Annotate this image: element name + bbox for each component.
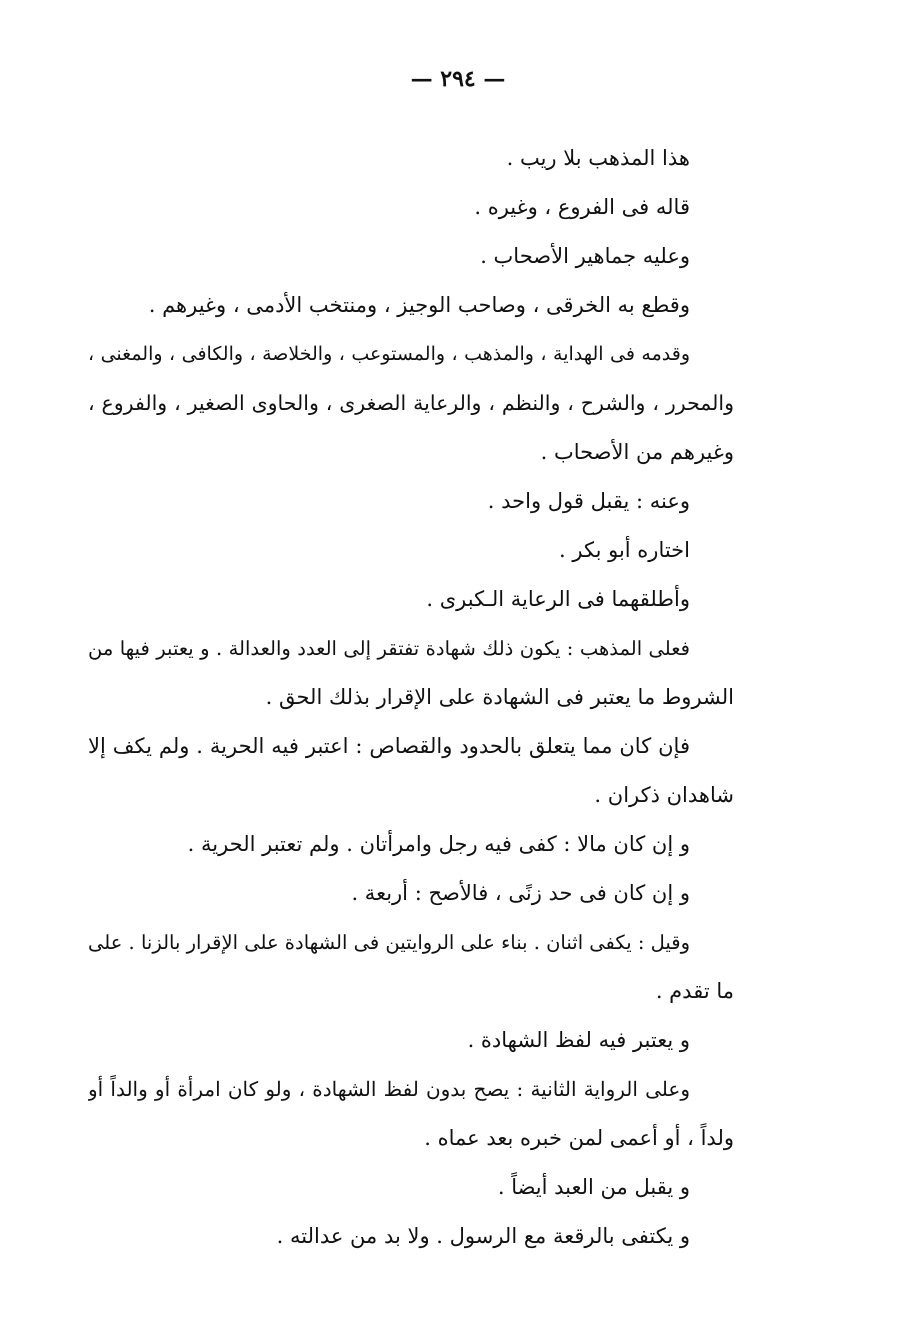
text-line: فعلى المذهب : يكون ذلك شهادة تفتقر إلى العدد والعدالة . و يعتبر فيها من (88, 637, 690, 660)
text-line: قاله فى الفروع ، وغيره . (474, 195, 690, 219)
text-line: وعلى الرواية الثانية : يصح بدون لفظ الشهادة ، ولو كان امرأة أو والداً أو (88, 1077, 690, 1101)
page-number: — ٢٩٤ — (410, 66, 506, 92)
text-line: و إن كان مالا : كفى فيه رجل وامرأتان . ولم تعتبر الحرية . (187, 832, 690, 856)
text-line: اختاره أبو بكر . (559, 538, 690, 562)
text-line: و يكتفى بالرقعة مع الرسول . ولا بد من عدالته . (276, 1224, 690, 1248)
text-line: وغيرهم من الأصحاب . (540, 440, 734, 464)
text-line: وعنه : يقبل قول واحد . (487, 489, 690, 513)
text-line: وعليه جماهير الأصحاب . (480, 244, 690, 268)
text-line: ما تقدم . (655, 979, 734, 1003)
text-line: وقيل : يكفى اثنان . بناء على الروايتين فى الشهادة على الإقرار بالزنا . على (88, 931, 690, 954)
text-line: وأطلقهما فى الرعاية الـكبرى . (426, 587, 690, 611)
text-line: والمحرر ، والشرح ، والنظم ، والرعاية الصغرى ، والحاوى الصغير ، والفروع ، (88, 391, 734, 415)
text-line: و يقبل من العبد أيضاً . (497, 1175, 690, 1199)
text-line: ولداً ، أو أعمى لمن خبره بعد عماه . (424, 1126, 734, 1150)
text-line: و إن كان فى حد زنًى ، فالأصح : أربعة . (351, 881, 690, 905)
text-line: وقطع به الخرقى ، وصاحب الوجيز ، ومنتخب الأدمى ، وغيرهم . (148, 293, 690, 317)
text-line: و يعتبر فيه لفظ الشهادة . (467, 1028, 690, 1052)
body-text (88, 134, 734, 1261)
text-line: الشروط ما يعتبر فى الشهادة على الإقرار بذلك الحق . (265, 685, 734, 709)
text-line: وقدمه فى الهداية ، والمذهب ، والمستوعب ، والخلاصة ، والكافى ، والمغنى ، (88, 343, 690, 365)
text-line: فإن كان مما يتعلق بالحدود والقصاص : اعتبر فيه الحرية . ولم يكف إلا (88, 734, 690, 758)
text-line: هذا المذهب بلا ريب . (506, 146, 690, 170)
text-line: شاهدان ذكران . (594, 783, 734, 807)
